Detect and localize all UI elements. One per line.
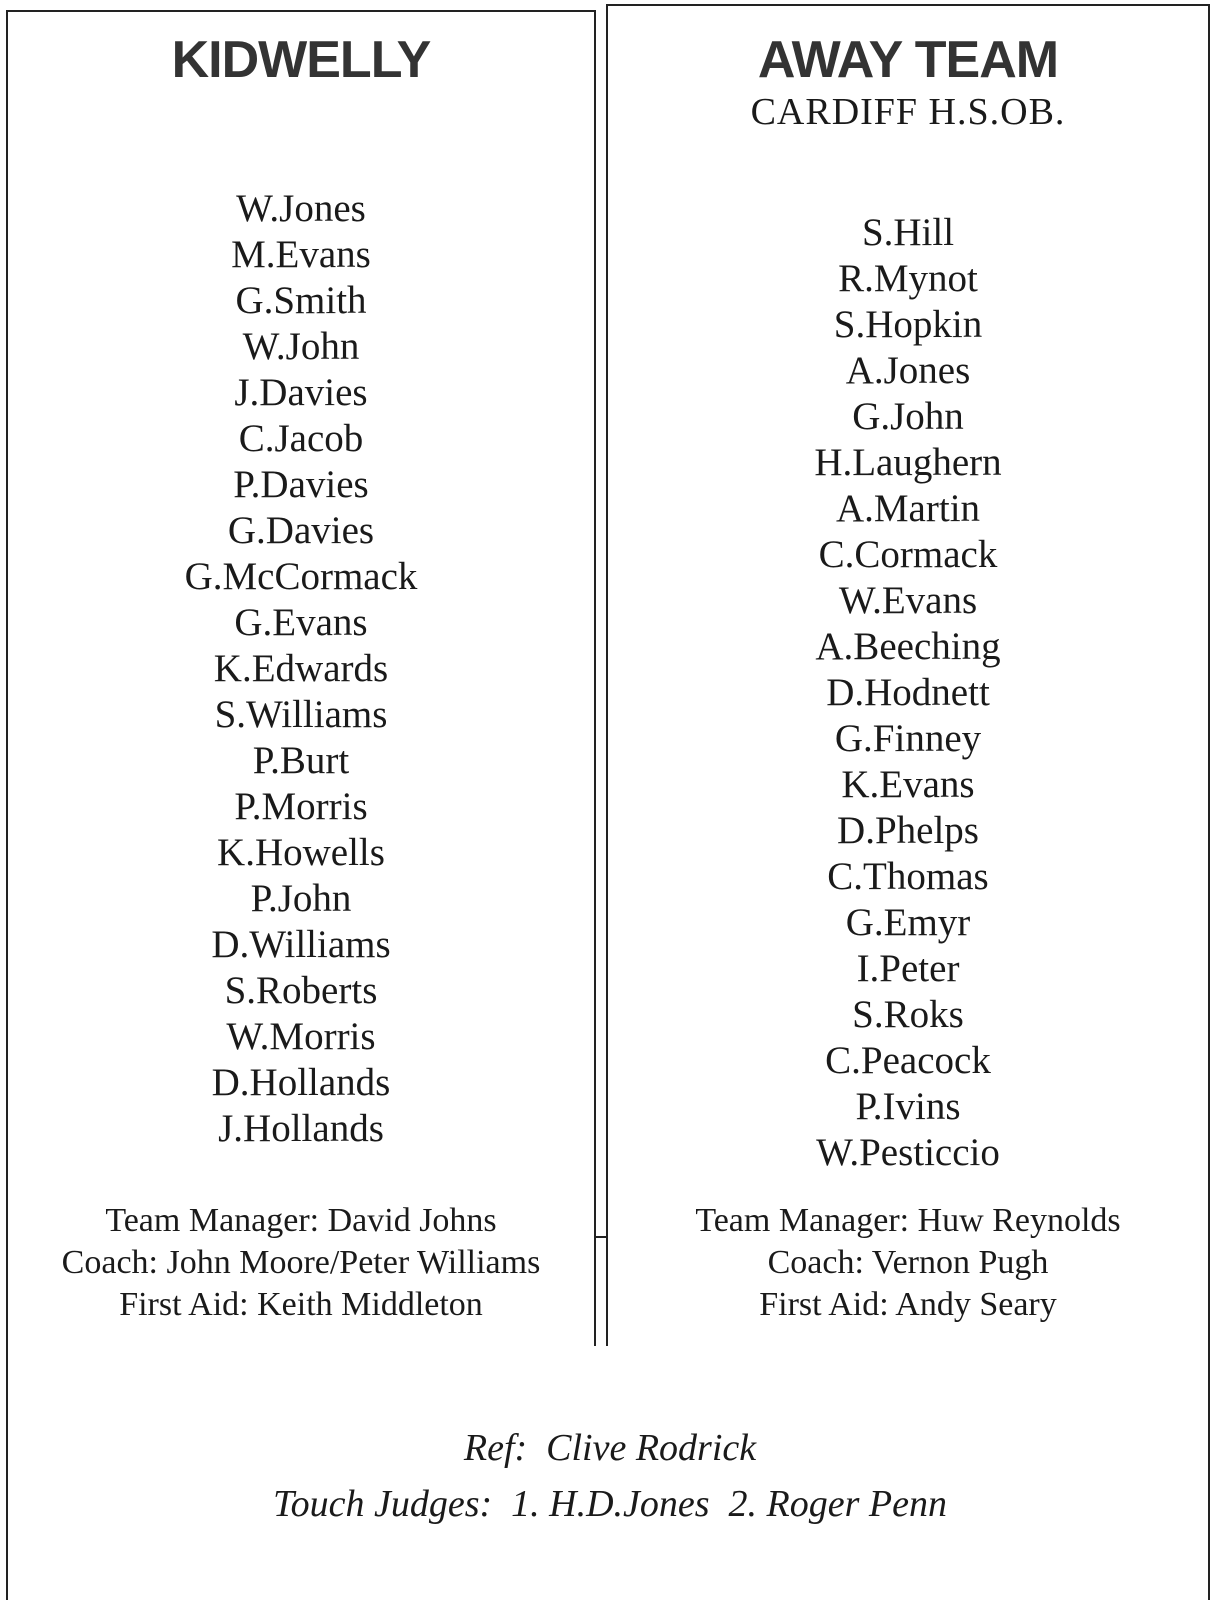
player-name: S.Roks xyxy=(852,993,964,1036)
touch-judges-line xyxy=(0,1476,1220,1532)
referee-text: Ref: Clive Rodrick xyxy=(463,1427,757,1469)
player-name: R.Mynot xyxy=(838,257,978,300)
player-name: H.Laughern xyxy=(814,441,1002,484)
player-name: S.Williams xyxy=(214,693,388,736)
player-name: M.Evans xyxy=(231,233,371,276)
player-name: W.Morris xyxy=(226,1015,376,1058)
player-name: J.Hollands xyxy=(218,1107,384,1150)
player-name: G.Emyr xyxy=(845,901,971,944)
player-name: G.Davies xyxy=(227,509,375,552)
away-team-subtitle: CARDIFF H.S.OB. xyxy=(750,91,1066,133)
player-name: P.Davies xyxy=(233,463,369,506)
player-name: G.McCormack xyxy=(184,555,418,598)
home-first-aid: First Aid: Keith Middleton xyxy=(119,1286,483,1323)
player-name: G.Finney xyxy=(834,717,982,760)
home-team-title: KIDWELLY xyxy=(171,31,431,89)
away-team-title: AWAY TEAM xyxy=(757,31,1059,89)
panel-divider xyxy=(596,0,606,1238)
player-name: J.Davies xyxy=(234,371,368,414)
player-name: D.Williams xyxy=(211,923,391,966)
player-name: D.Phelps xyxy=(837,809,979,852)
player-name: W.Jones xyxy=(236,187,366,230)
player-name: C.Thomas xyxy=(827,855,989,898)
player-name: D.Hollands xyxy=(211,1061,391,1104)
away-coach: Coach: Vernon Pugh xyxy=(767,1244,1049,1281)
player-name: A.Martin xyxy=(835,487,981,530)
player-name: S.Roberts xyxy=(224,969,378,1012)
home-coach: Coach: John Moore/Peter Williams xyxy=(61,1244,541,1281)
player-name: S.Hill xyxy=(861,211,955,254)
referee-line xyxy=(0,1420,1220,1476)
away-roster xyxy=(606,210,1210,1176)
touch-judges-text: Touch Judges: 1. H.D.Jones 2. Roger Penn xyxy=(272,1483,948,1525)
player-name: P.John xyxy=(250,877,352,920)
away-first-aid: First Aid: Andy Seary xyxy=(759,1286,1057,1323)
home-team-manager: Team Manager: David Johns xyxy=(105,1202,497,1239)
player-name: K.Edwards xyxy=(213,647,389,690)
match-officials xyxy=(0,1420,1220,1532)
player-name: P.Morris xyxy=(234,785,368,828)
player-name: D.Hodnett xyxy=(826,671,990,714)
player-name: W.Pesticcio xyxy=(816,1131,1000,1174)
player-name: W.Evans xyxy=(838,579,978,622)
player-name: K.Evans xyxy=(841,763,975,806)
away-team-manager: Team Manager: Huw Reynolds xyxy=(695,1202,1121,1239)
player-name: A.Jones xyxy=(845,349,971,392)
away-staff xyxy=(606,1200,1210,1326)
player-name: G.Evans xyxy=(234,601,368,644)
home-roster xyxy=(6,186,596,1152)
player-name: C.Cormack xyxy=(818,533,998,576)
player-name: C.Jacob xyxy=(238,417,364,460)
player-name: I.Peter xyxy=(856,947,960,990)
player-name: G.Smith xyxy=(235,279,367,322)
home-staff xyxy=(6,1200,596,1326)
player-name: A.Beeching xyxy=(815,625,1001,668)
player-name: K.Howells xyxy=(217,831,385,874)
player-name: G.John xyxy=(852,395,964,438)
player-name: C.Peacock xyxy=(825,1039,991,1082)
away-team-column xyxy=(606,30,1210,1176)
player-name: P.Ivins xyxy=(855,1085,961,1128)
home-team-column xyxy=(6,30,596,1152)
player-name: S.Hopkin xyxy=(833,303,983,346)
player-name: W.John xyxy=(242,325,360,368)
player-name: P.Burt xyxy=(252,739,350,782)
